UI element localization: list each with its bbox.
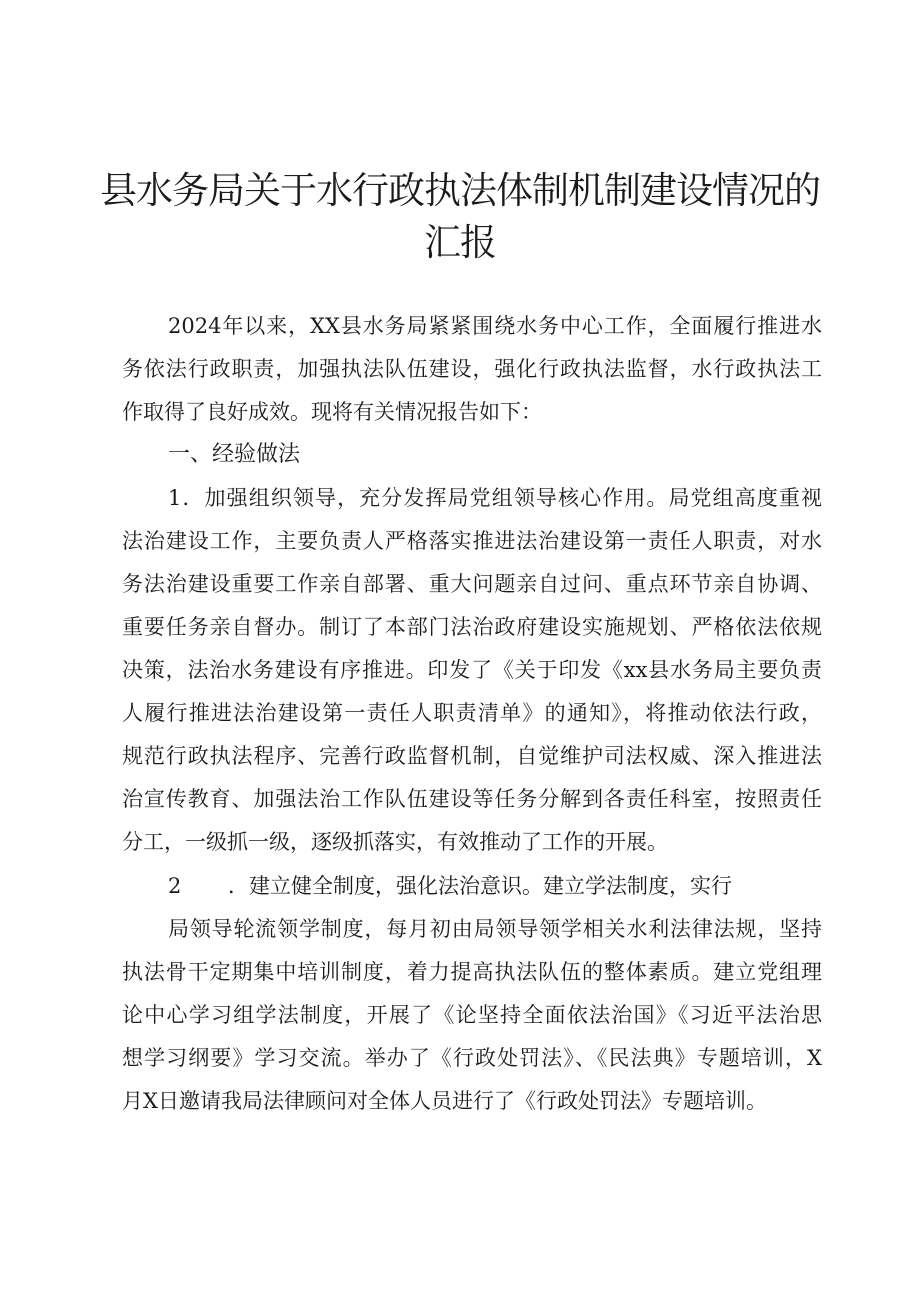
paragraph-line: 治宣传教育、加强法治工作队伍建设等任务分解到各责任科室，按照责任: [122, 787, 822, 811]
paragraph-line: 重要任务亲自督办。制订了本部门法治政府建设实施规划、严格依法依规: [122, 615, 822, 639]
document-title-line-1: 县水务局关于水行政执法体制机制建设情况的: [100, 169, 820, 212]
paragraph-line: 分工，一级抓一级，逐级抓落实，有效推动了工作的开展。: [122, 830, 668, 854]
paragraph-line: 局领导轮流领学制度，每月初由局领导领学相关水利法律法规，坚持: [168, 917, 822, 941]
intro-line: 作取得了良好成效。现将有关情况报告如下：: [122, 400, 542, 424]
paragraph-line: ．建立健全制度，强化法治意识。建立学法制度，实行: [228, 874, 732, 898]
paragraph-line: 想学习纲要》学习交流。举办了《行政处罚法》、《民法典》专题培训，X: [122, 1046, 822, 1070]
paragraph-line: 执法骨干定期集中培训制度，着力提高执法队伍的整体素质。建立党组理: [122, 960, 822, 984]
paragraph-line: 务法治建设重要工作亲自部署、重大问题亲自过问、重点环节亲自协调、: [122, 572, 822, 596]
section-heading: 一、经验做法: [168, 442, 301, 467]
intro-line: 务依法行政职责，加强执法队伍建设，强化行政执法监督，水行政执法工: [122, 357, 822, 381]
paragraph-line: 决策，法治水务建设有序推进。印发了《关于印发《xx县水务局主要负责: [122, 658, 822, 682]
paragraph-line: 规范行政执法程序、完善行政监督机制，自觉维护司法权威、深入推进法: [122, 744, 822, 768]
document-title-line-2: 汇报: [424, 221, 496, 264]
paragraph-line: 法治建设工作，主要负责人严格落实推进法治建设第一责任人职责，对水: [122, 529, 822, 553]
paragraph-line: 论中心学习组学法制度，开展了《论坚持全面依法治国》《习近平法治思: [122, 1003, 822, 1027]
paragraph-line: 月X日邀请我局法律顾问对全体人员进行了《行政处罚法》专题培训。: [122, 1089, 767, 1113]
paragraph-line: 1．加强组织领导，充分发挥局党组领导核心作用。局党组高度重视: [168, 486, 822, 510]
item-2-number: 2: [168, 874, 182, 898]
intro-line: 2024年以来，XX县水务局紧紧围绕水务中心工作，全面履行推进水: [168, 314, 822, 338]
paragraph-line: 人履行推进法治建设第一责任人职责清单》的通知》，将推动依法行政，: [122, 701, 822, 725]
